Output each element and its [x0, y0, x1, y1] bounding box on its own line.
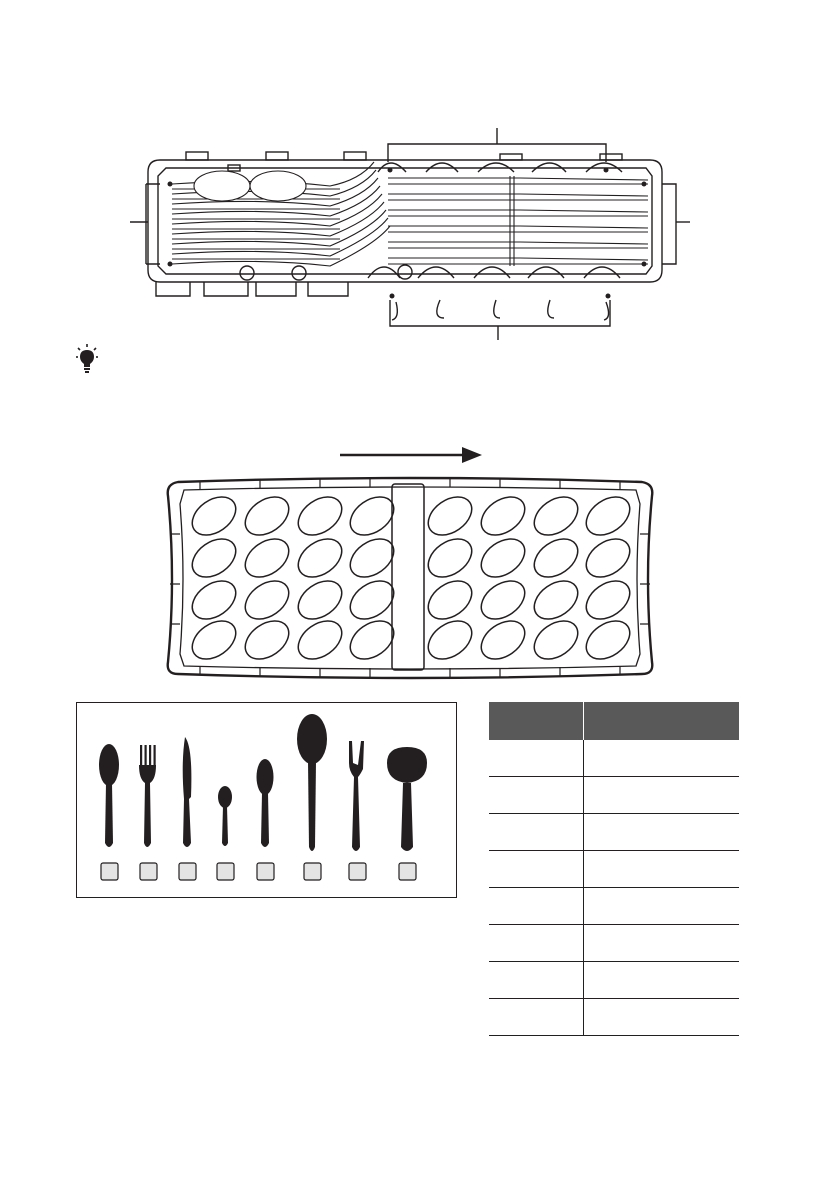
tray-hole	[527, 613, 585, 667]
tray-hole	[291, 613, 349, 667]
tray-hole	[579, 613, 637, 667]
table-row	[489, 925, 739, 962]
table-cell	[584, 851, 740, 888]
teaspoon-icon	[218, 786, 232, 846]
ladle-icon	[387, 747, 427, 851]
table-cell	[489, 999, 584, 1036]
tray-hole	[185, 531, 243, 585]
table-row	[489, 962, 739, 999]
table-cell	[489, 777, 584, 814]
table-cell	[489, 814, 584, 851]
cutlery-tray-loaded-diagram	[100, 120, 740, 340]
fork-icon	[139, 745, 156, 847]
table-cell	[584, 814, 740, 851]
table-header-row	[489, 702, 739, 740]
serving-spoon-checkbox[interactable]	[304, 863, 321, 880]
dessert-spoon-icon	[257, 759, 274, 847]
header-cell	[489, 702, 584, 740]
tray-hole	[238, 573, 296, 627]
cutlery-tray-top-view	[160, 474, 660, 684]
table-cell	[584, 888, 740, 925]
tray-hole	[579, 489, 637, 543]
tray-hole	[185, 489, 243, 543]
legend-table	[489, 702, 739, 1036]
tray-hole	[238, 613, 296, 667]
table-spoon-checkbox[interactable]	[101, 863, 118, 880]
teaspoon-checkbox[interactable]	[217, 863, 234, 880]
table-cell	[584, 925, 740, 962]
table-row	[489, 740, 739, 777]
tray-hole	[238, 489, 296, 543]
serving-fork-icon	[349, 741, 364, 851]
tray-hole	[474, 531, 532, 585]
tray-hole	[474, 489, 532, 543]
table-spoon-icon	[99, 744, 119, 847]
serving-spoon-icon	[297, 714, 327, 851]
table-row	[489, 851, 739, 888]
tray-hole	[474, 573, 532, 627]
lightbulb-icon	[74, 344, 100, 374]
tray-hole	[291, 573, 349, 627]
tray-hole	[185, 573, 243, 627]
table-cell	[489, 888, 584, 925]
table-cell	[584, 777, 740, 814]
header-cell	[584, 702, 740, 740]
tray-hole	[579, 573, 637, 627]
knife-checkbox[interactable]	[179, 863, 196, 880]
table-cell	[584, 999, 740, 1036]
tray-hole	[291, 489, 349, 543]
tray-hole	[527, 531, 585, 585]
arrow-right-icon	[336, 444, 486, 466]
table-row	[489, 888, 739, 925]
tray-hole	[474, 613, 532, 667]
tray-hole	[291, 531, 349, 585]
table-cell	[489, 851, 584, 888]
tray-hole	[421, 489, 479, 543]
tray-hole	[527, 489, 585, 543]
table-cell	[489, 925, 584, 962]
serving-fork-checkbox[interactable]	[349, 863, 366, 880]
tray-hole	[579, 531, 637, 585]
table-row	[489, 777, 739, 814]
cutlery-types-panel	[76, 702, 457, 898]
fork-checkbox[interactable]	[140, 863, 157, 880]
table-cell	[584, 962, 740, 999]
tray-hole	[238, 531, 296, 585]
tray-hole	[421, 613, 479, 667]
table-row	[489, 999, 739, 1036]
tray-hole	[185, 613, 243, 667]
table-row	[489, 814, 739, 851]
knife-icon	[183, 737, 192, 847]
table-cell	[489, 962, 584, 999]
tray-hole	[527, 573, 585, 627]
ladle-checkbox[interactable]	[399, 863, 416, 880]
table-cell	[489, 740, 584, 777]
tray-hole	[421, 573, 479, 627]
tray-hole	[421, 531, 479, 585]
table-cell	[584, 740, 740, 777]
dessert-spoon-checkbox[interactable]	[257, 863, 274, 880]
